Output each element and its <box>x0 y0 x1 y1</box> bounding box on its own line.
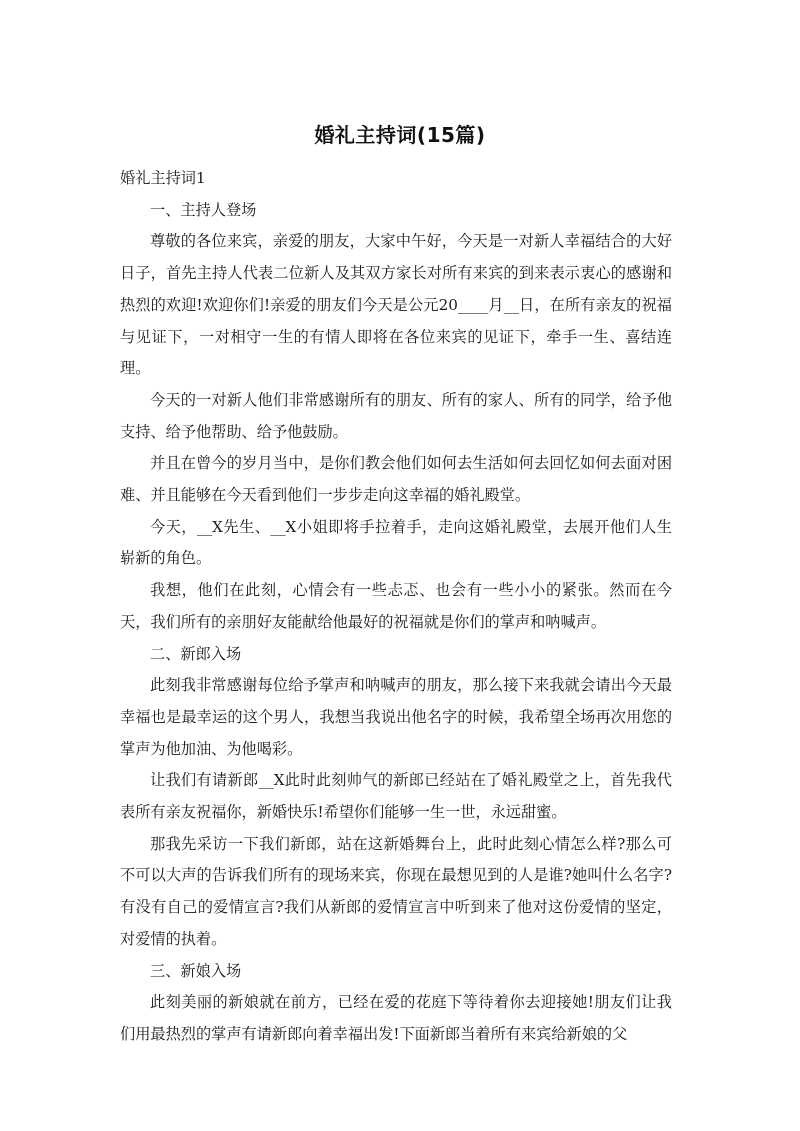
section-heading-groom-entrance: 二、新郎入场 <box>150 644 242 663</box>
paragraph: 我想，他们在此刻，心情会有一些忐忑、也会有一些小小的紧张。然而在今天，我们所有的亲朋好友能献给他最好的祝福就是你们的掌声和呐喊声。 <box>120 581 672 631</box>
document-body <box>120 163 672 1051</box>
paragraph: 今天的一对新人他们非常感谢所有的朋友、所有的家人、所有的同学，给予他支持、给予他帮助、给予他鼓励。 <box>120 390 672 441</box>
paragraph: 让我们有请新郎__X此时此刻帅气的新郎已经站在了婚礼殿堂之上，首先我代表所有亲友祝福你，新婚快乐!希望你们能够一生一世，永远甜蜜。 <box>120 771 672 822</box>
paragraph: 并且在曾今的岁月当中，是你们教会他们如何去生活如何去回忆如何去面对困难、并且能够在今天看到他们一步步走向这幸福的婚礼殿堂。 <box>120 454 672 505</box>
paragraph: 尊敬的各位来宾，亲爱的朋友，大家中午好，今天是一对新人幸福结合的大好日子，首先主持人代表二位新人及其双方家长对所有来宾的到来表示衷心的感谢和热烈的欢迎!欢迎你们!亲爱的朋友们今天是公元20____月__日，在所有亲友的祝福与见证下，一对相守一生的有情人即将在各位来宾的见证下，牵手一生、喜结连理。 <box>120 232 672 378</box>
document-subtitle: 婚礼主持词1 <box>120 169 206 187</box>
section-heading-host-entrance: 一、主持人登场 <box>150 200 257 219</box>
paragraph: 那我先采访一下我们新郎，站在这新婚舞台上，此时此刻心情怎么样?那么可不可以大声的告诉我们所有的现场来宾，你现在最想见到的人是谁?她叫什么名字?有没有自己的爱情宣言?我们从新郎的爱情宣言中听到来了他对这份爱情的坚定，对爱情的执着。 <box>120 834 672 948</box>
paragraph: 此刻美丽的新娘就在前方，已经在爱的花庭下等待着你去迎接她!朋友们让我们用最热烈的掌声有请新郎向着幸福出发!下面新郎当着所有来宾给新娘的父 <box>120 993 672 1043</box>
section-heading-bride-entrance: 三、新娘入场 <box>150 961 242 980</box>
document-title: 婚礼主持词(15篇) <box>314 123 486 147</box>
paragraph: 此刻我非常感谢每位给予掌声和呐喊声的朋友，那么接下来我就会请出今天最幸福也是最幸运的这个男人，我想当我说出他名字的时候，我希望全场再次用您的掌声为他加油、为他喝彩。 <box>120 676 672 758</box>
paragraph: 今天，__X先生、__X小姐即将手拉着手，走向这婚礼殿堂，去展开他们人生崭新的角色。 <box>120 517 672 568</box>
